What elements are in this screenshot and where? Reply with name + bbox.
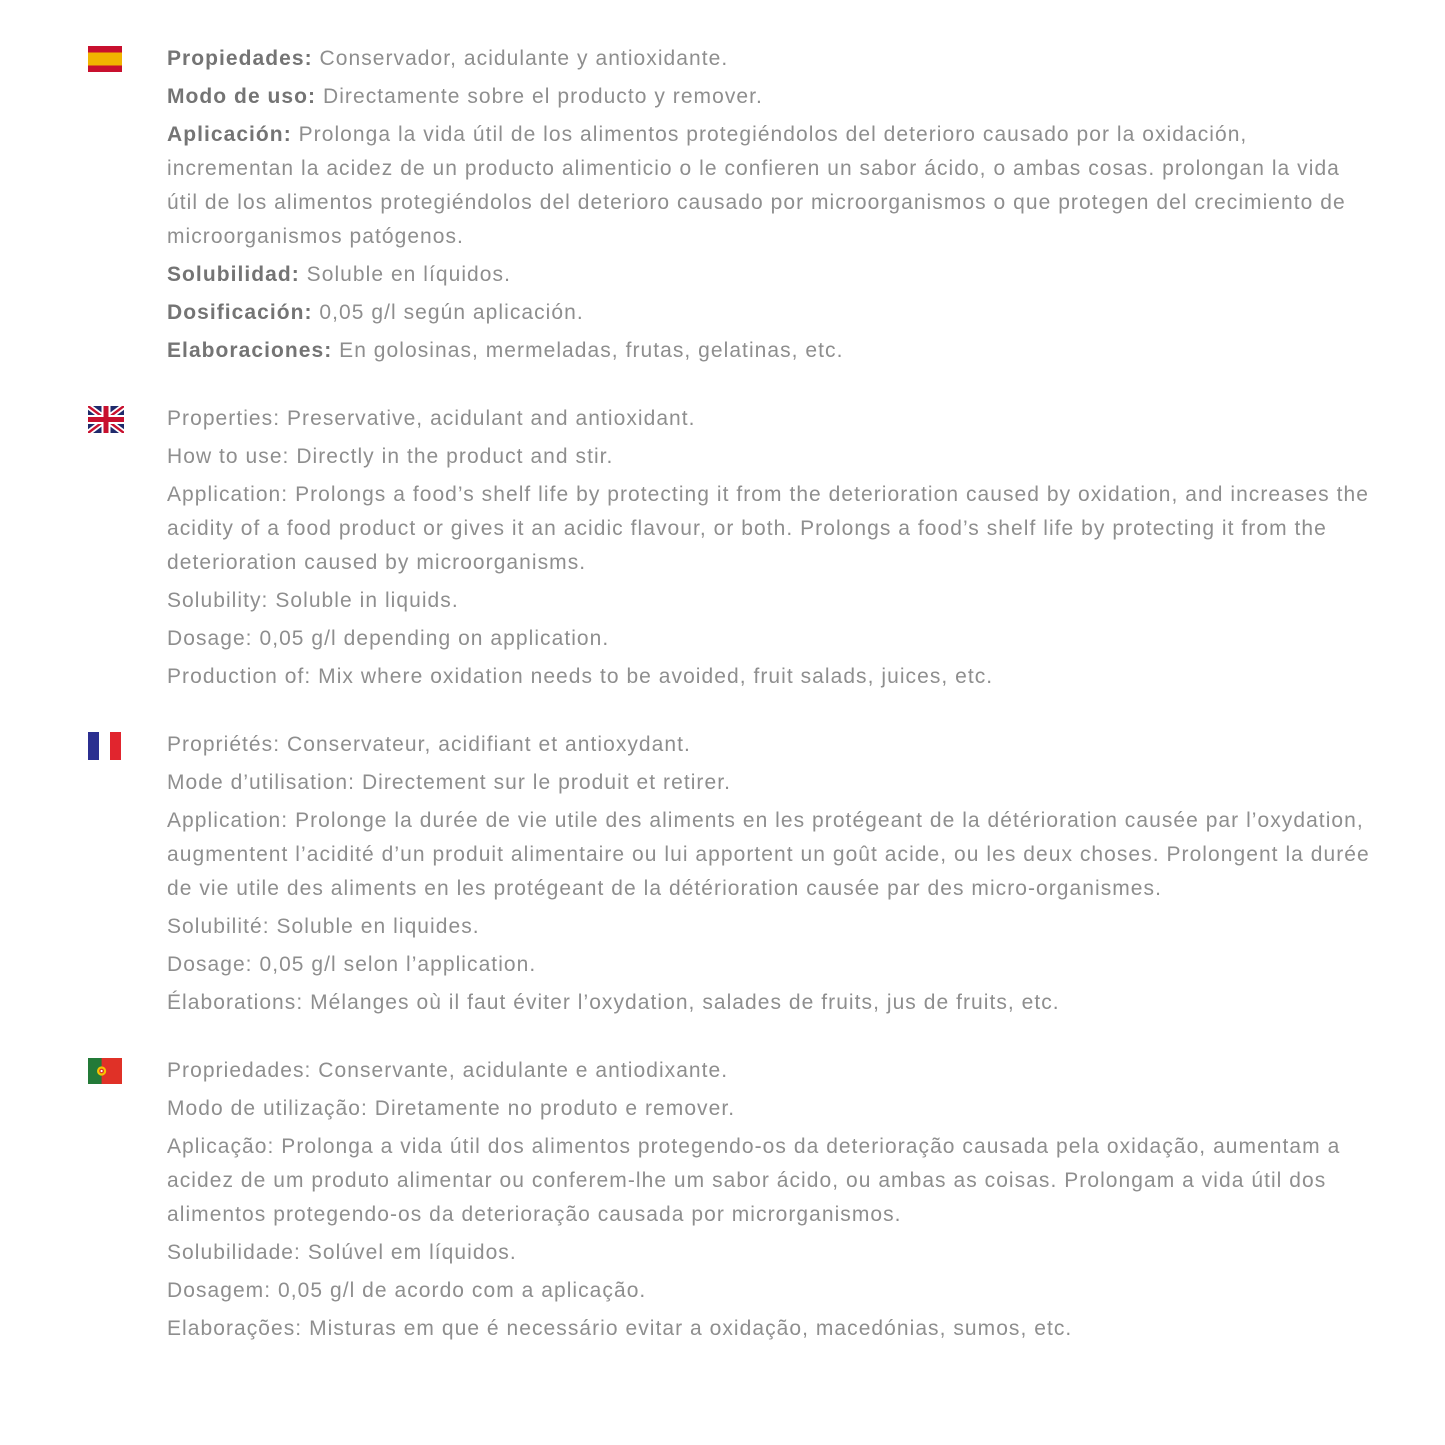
item-label: Application:: [167, 809, 289, 832]
item-label: Solubility:: [167, 589, 269, 612]
item-text: Soluble in liquids.: [275, 589, 459, 612]
item-label: Dosagem:: [167, 1279, 272, 1302]
flag-france-icon: [88, 732, 167, 760]
item-label: Dosage:: [167, 627, 253, 650]
flag-spain-icon: [88, 46, 167, 72]
item-text: En golosinas, mermeladas, frutas, gelatinas, etc.: [339, 339, 844, 362]
item-text: Directamente sobre el producto y remover.: [322, 85, 763, 108]
item-label: Dosificación:: [167, 301, 313, 324]
info-item-fr-5: [167, 986, 1375, 1020]
item-text: 0,05 g/l depending on application.: [259, 627, 610, 650]
item-text: Mix where oxidation needs to be avoided, fruit salads, juices, etc.: [318, 665, 994, 688]
item-label: Solubilidade:: [167, 1241, 301, 1264]
item-label: Élaborations:: [167, 991, 304, 1014]
item-label: Modo de utilização:: [167, 1097, 368, 1120]
info-item-en-5: [167, 660, 1375, 694]
item-text: Soluble en liquides.: [276, 915, 480, 938]
item-label: Propriétés:: [167, 733, 281, 756]
item-text: Solúvel em líquidos.: [307, 1241, 517, 1264]
item-label: Solubilidad:: [167, 263, 300, 286]
info-item-pt-1: [167, 1092, 1375, 1126]
section-items: [167, 1054, 1375, 1346]
item-label: Propiedades:: [167, 47, 313, 70]
item-text: Prolonga la vida útil de los alimentos protegiéndolos del deterioro causado por la oxidación, incrementan la acidez de un producto alimenticio o le confieren un sabor ácido, o ambas cosas. prolongan la vida útil de los alimentos protegiéndolos del deterioro causado por microorganismos o que protegen del crecimiento de microorganismos patógenos.: [167, 123, 1346, 248]
info-item-es-4: [167, 296, 1375, 330]
info-item-en-4: [167, 622, 1375, 656]
info-item-pt-2: [167, 1130, 1375, 1232]
item-label: Modo de uso:: [167, 85, 317, 108]
info-item-fr-4: [167, 948, 1375, 982]
item-text: Prolonga a vida útil dos alimentos protegendo-os da deterioração causada pela oxidação, aumentam a acidez de um produto alimentar ou conferem-lhe um sabor ácido, ou ambas as coisas. Prolongam a vida útil dos alimentos protegendo-os da deterioração causada por microrganismos.: [167, 1135, 1341, 1226]
item-label: Propriedades:: [167, 1059, 312, 1082]
info-item-es-0: [167, 42, 1375, 76]
section-fr: [88, 728, 1380, 1020]
item-label: Aplicação:: [167, 1135, 275, 1158]
item-label: Dosage:: [167, 953, 253, 976]
info-item-en-1: [167, 440, 1375, 474]
flag-portugal-icon: [88, 1058, 167, 1084]
info-item-es-3: [167, 258, 1375, 292]
info-item-es-5: [167, 334, 1375, 368]
item-text: 0,05 g/l según aplicación.: [319, 301, 584, 324]
section-en: [88, 402, 1380, 694]
info-item-fr-3: [167, 910, 1375, 944]
info-item-pt-5: [167, 1312, 1375, 1346]
item-text: Preservative, acidulant and antioxidant.: [287, 407, 696, 430]
item-label: How to use:: [167, 445, 290, 468]
info-item-es-2: [167, 118, 1375, 254]
section-items: [167, 42, 1375, 368]
item-text: 0,05 g/l selon l’application.: [259, 953, 537, 976]
info-item-es-1: [167, 80, 1375, 114]
item-label: Elaboraciones:: [167, 339, 333, 362]
item-text: Misturas em que é necessário evitar a oxidação, macedónias, sumos, etc.: [309, 1317, 1073, 1340]
item-label: Mode d’utilisation:: [167, 771, 356, 794]
item-text: Conservador, acidulante y antioxidante.: [319, 47, 729, 70]
item-text: Prolonge la durée de vie utile des aliments en les protégeant de la détérioration causée par l’oxydation, augmentent l’acidité d’un produit alimentaire ou lui apportent un goût acide, ou les deux choses. Prolongent la durée de vie utile des aliments en les protégeant de la détérioration causée par des micro-organismes.: [167, 809, 1370, 900]
item-text: 0,05 g/l de acordo com a aplicação.: [278, 1279, 647, 1302]
info-item-pt-3: [167, 1236, 1375, 1270]
info-sections: [88, 42, 1380, 1346]
item-label: Solubilité:: [167, 915, 270, 938]
item-text: Diretamente no produto e remover.: [374, 1097, 736, 1120]
item-text: Prolongs a food’s shelf life by protecting it from the deterioration caused by oxidation, and increases the acidity of a food product or gives it an acidic flavour, or both. Prolongs a food’s shelf life by protecting it from the deterioration caused by microorganisms.: [167, 483, 1369, 574]
info-item-en-2: [167, 478, 1375, 580]
item-text: Conservante, acidulante e antiodixante.: [318, 1059, 729, 1082]
item-text: Conservateur, acidifiant et antioxydant.: [287, 733, 691, 756]
info-item-pt-4: [167, 1274, 1375, 1308]
section-es: [88, 42, 1380, 368]
section-items: [167, 402, 1375, 694]
item-text: Mélanges où il faut éviter l’oxydation, salades de fruits, jus de fruits, etc.: [310, 991, 1060, 1014]
item-text: Soluble en líquidos.: [306, 263, 511, 286]
item-label: Aplicación:: [167, 123, 292, 146]
section-items: [167, 728, 1375, 1020]
info-item-en-0: [167, 402, 1375, 436]
item-text: Directement sur le produit et retirer.: [361, 771, 731, 794]
item-label: Production of:: [167, 665, 312, 688]
info-item-en-3: [167, 584, 1375, 618]
item-label: Application:: [167, 483, 289, 506]
info-item-pt-0: [167, 1054, 1375, 1088]
item-label: Properties:: [167, 407, 281, 430]
info-item-fr-0: [167, 728, 1375, 762]
item-label: Elaborações:: [167, 1317, 303, 1340]
flag-uk-icon: [88, 406, 167, 433]
item-text: Directly in the product and stir.: [296, 445, 614, 468]
section-pt: [88, 1054, 1380, 1346]
info-item-fr-1: [167, 766, 1375, 800]
info-item-fr-2: [167, 804, 1375, 906]
